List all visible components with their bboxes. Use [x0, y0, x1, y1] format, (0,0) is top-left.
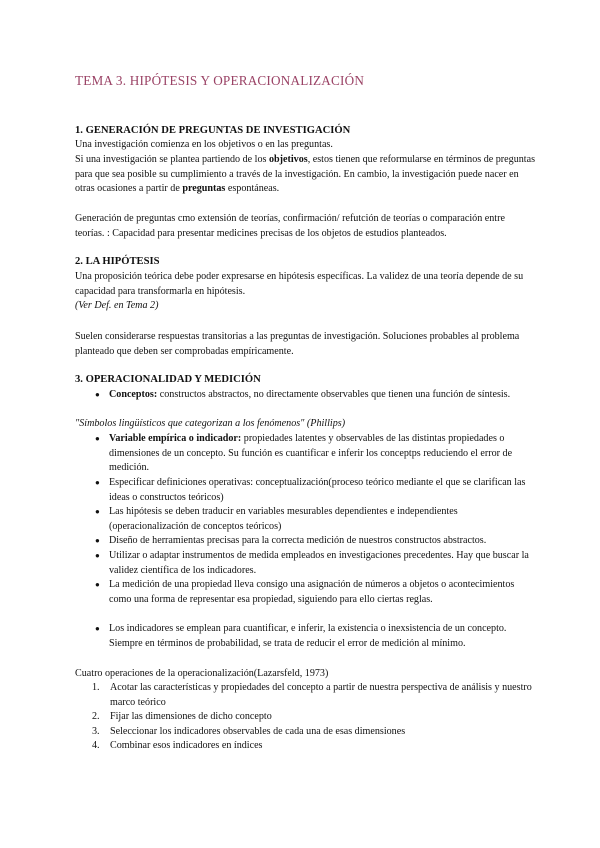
- text-run-bold: preguntas: [182, 183, 226, 195]
- text-run-bold: Variable empírica o indicador:: [109, 433, 242, 444]
- numbered-item: [92, 710, 535, 725]
- section-1-heading: 1. GENERACIÓN DE PREGUNTAS DE INVESTIGACIÓN: [75, 125, 351, 136]
- section-3-quote: "Símbolos lingüísticos que categorizan a los fenómenos" (Phillips): [75, 418, 346, 429]
- bullet-icon: ●: [95, 434, 100, 443]
- item-number: 4.: [92, 740, 100, 751]
- section-1-paragraph-3: Generación de preguntas cmo extensión de teorías, confirmación/ refutción de teorías o comparación entre teorías. : Capacidad para presentar medicines precisas de los objetos de estudios planteados.: [75, 213, 505, 239]
- section-2-paragraph-1: Una proposición teórica debe poder expresarse en hipótesis específicas. La validez de una teoría depende de su capacidad para transformarla en hipótesis.: [75, 271, 524, 297]
- list-item: [95, 476, 535, 505]
- list-item-text: Utilizar o adaptar instrumentos de medida empleados en investigaciones precedentes. Hay que buscar la validez científica de los indicadores.: [109, 550, 529, 576]
- item-number: 1.: [92, 682, 100, 693]
- list-item-text: Los indicadores se emplean para cuantificar, e inferir, la existencia o inexsistencia de un concepto. Siempre en términos de probabilidad, se trata de reducir el error de medición al mínimo.: [109, 623, 507, 649]
- bullet-icon: ●: [95, 390, 100, 399]
- text-run-bold: objetivos: [268, 154, 308, 165]
- list-item: [95, 432, 535, 476]
- text-run: Si una investigación se plantea partiendo de los: [75, 154, 269, 165]
- text-run: propiedades latentes y observables de las distintas propiedades o dimensiones de un concepto. Su función es cuantificar e inferir los conceptps reduciendo el error de medición.: [109, 433, 513, 474]
- text-run: constructos abstractos, no directamente observables que tienen una función de síntesis.: [157, 389, 511, 400]
- list-item: [95, 388, 535, 403]
- list-item: [95, 534, 535, 549]
- section-2-heading: 2. LA HIPÓTESIS: [75, 256, 160, 267]
- list-item-text: Fijar las dimensiones de dicho concepto: [110, 711, 272, 722]
- section-1-paragraph-2: [75, 153, 535, 197]
- list-item-text: Las hipótesis se deben traducir en variables mesurables dependientes e independientes (operacionalización de conceptos teóricos): [109, 506, 458, 532]
- list-item-text: Diseño de herramientas precisas para la correcta medición de nuestros constructos abstractos.: [109, 535, 487, 546]
- list-item: [95, 622, 535, 651]
- numbered-item: [92, 739, 535, 754]
- text-run-bold: Conceptos:: [109, 389, 158, 400]
- list-item: [95, 505, 535, 534]
- list-item: [95, 578, 535, 607]
- text-run: espontáneas.: [225, 183, 280, 195]
- section-3-heading: 3. OPERACIONALIDAD Y MEDICIÓN: [75, 374, 261, 385]
- item-number: 3.: [92, 726, 100, 737]
- bullet-icon: ●: [95, 624, 100, 633]
- section-1-line-1: Una investigación comienza en los objetivos o en las preguntas.: [75, 139, 333, 150]
- document-title: TEMA 3. HIPÓTESIS Y OPERACIONALIZACIÓN: [75, 73, 365, 88]
- section-2-paragraph-2: Suelen considerarse respuestas transitorias a las preguntas de investigación. Soluciones probables al problema planteado que deben ser comprobadas empíricamente.: [75, 331, 520, 357]
- bullet-icon: ●: [95, 507, 100, 516]
- bullet-icon: ●: [95, 478, 100, 487]
- text-run: , estos tienen que reformularse en términos de preguntas para que sea posible su cumplimiento a través de la investigación. En cambio, la investigación puede nacer en otras ocasiones a partir de: [75, 154, 536, 195]
- bullet-icon: ●: [95, 580, 100, 589]
- bullet-icon: ●: [95, 551, 100, 560]
- list-item-text: Seleccionar los indicadores observables de cada una de esas dimensiones: [110, 726, 406, 737]
- list-item-text: La medición de una propiedad lleva consigo una asignación de números a objetos o acontecimientos como una forma de representar esa propiedad, siguiendo para ello ciertas reglas.: [109, 579, 515, 605]
- numbered-item: [92, 681, 535, 710]
- list-item-text: Especificar definiciones operativas: conceptualización(proceso teórico mediante el que se clarifican las ideas o constructos teóricos): [109, 477, 526, 503]
- section-2-reference: (Ver Def. en Tema 2): [75, 300, 159, 311]
- item-number: 2.: [92, 711, 100, 722]
- list-item: [95, 549, 535, 578]
- bullet-icon: ●: [95, 536, 100, 545]
- numbered-item: [92, 725, 535, 740]
- operations-intro: Cuatro operaciones de la operacionalización(Lazarsfeld, 1973): [75, 668, 329, 679]
- list-item-text: Combinar esos indicadores en índices: [110, 740, 263, 751]
- list-item-text: Acotar las características y propiedades del concepto a partir de nuestra perspectiva de análisis y nuestro marco teórico: [110, 682, 532, 708]
